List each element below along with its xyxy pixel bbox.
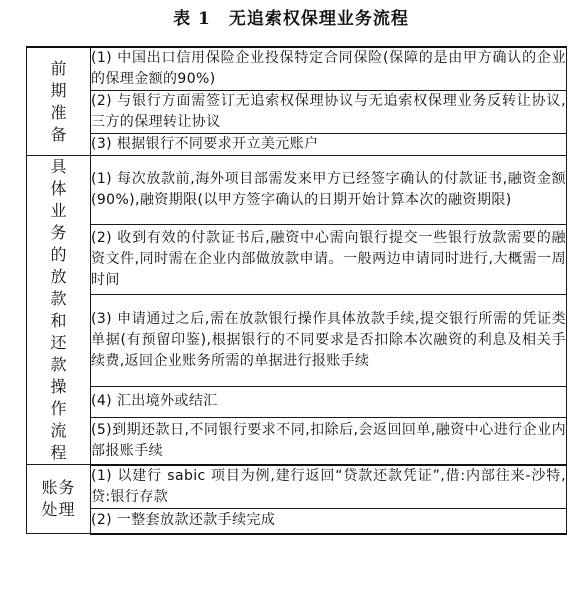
table-number: 表 1 bbox=[173, 9, 211, 29]
category-label: 账务 处理 bbox=[41, 478, 76, 519]
table-row bbox=[27, 465, 567, 509]
table-title bbox=[0, 6, 582, 32]
category-cell-operation bbox=[27, 156, 91, 465]
table-row bbox=[27, 47, 567, 91]
table-row bbox=[27, 91, 567, 134]
category-label: 前期准备 bbox=[50, 58, 67, 144]
table-row bbox=[27, 386, 567, 417]
step-cell: (1) 中国出口信用保险企业投保特定合同保险(保障的是由甲方确认的企业的保理金额的90%) bbox=[91, 47, 567, 91]
table-row bbox=[27, 225, 567, 294]
step-cell: (5)到期还款日,不同银行要求不同,扣除后,会返回回单,融资中心进行企业内部报账手续 bbox=[91, 417, 567, 464]
process-table bbox=[26, 46, 567, 535]
table-row bbox=[27, 134, 567, 156]
step-cell: (3) 申请通过之后,需在放款银行操作具体放款手续,提交银行所需的凭证类单据(有预留印鉴),根据银行的不同要求是否扣除本次融资的利息及相关手续费,返回企业账务所需的单据进行报账手续 bbox=[91, 294, 567, 386]
table-row bbox=[27, 417, 567, 464]
step-cell: (2) 一整套放款还款手续完成 bbox=[91, 508, 567, 534]
category-cell-preparation bbox=[27, 47, 91, 156]
table-row bbox=[27, 508, 567, 534]
step-cell: (2) 收到有效的付款证书后,融资中心需向银行提交一些银行放款需要的融资文件,同时需在企业内部做放款申请。一般两边申请同时进行,大概需一周时间 bbox=[91, 225, 567, 294]
step-cell: (1) 每次放款前,海外项目部需发来甲方已经签字确认的付款证书,融资金额(90%),融资期限(以甲方签字确认的日期开始计算本次的融资期限) bbox=[91, 156, 567, 225]
category-label: 具体业务的放款和还款操作流程 bbox=[50, 157, 67, 462]
table-row bbox=[27, 294, 567, 386]
step-cell: (2) 与银行方面需签订无追索权保理协议与无追索权保理业务反转让协议,三方的保理转让协议 bbox=[91, 91, 567, 134]
step-cell: (3) 根据银行不同要求开立美元账户 bbox=[91, 134, 567, 156]
step-cell: (1) 以建行 sabic 项目为例,建行返回“贷款还款凭证”,借:内部往来-沙特,贷:银行存款 bbox=[91, 465, 567, 509]
table-title-text: 无追索权保理业务流程 bbox=[228, 9, 409, 29]
category-cell-accounting bbox=[27, 465, 91, 534]
step-cell: (4) 汇出境外或结汇 bbox=[91, 386, 567, 417]
table-row bbox=[27, 156, 567, 225]
